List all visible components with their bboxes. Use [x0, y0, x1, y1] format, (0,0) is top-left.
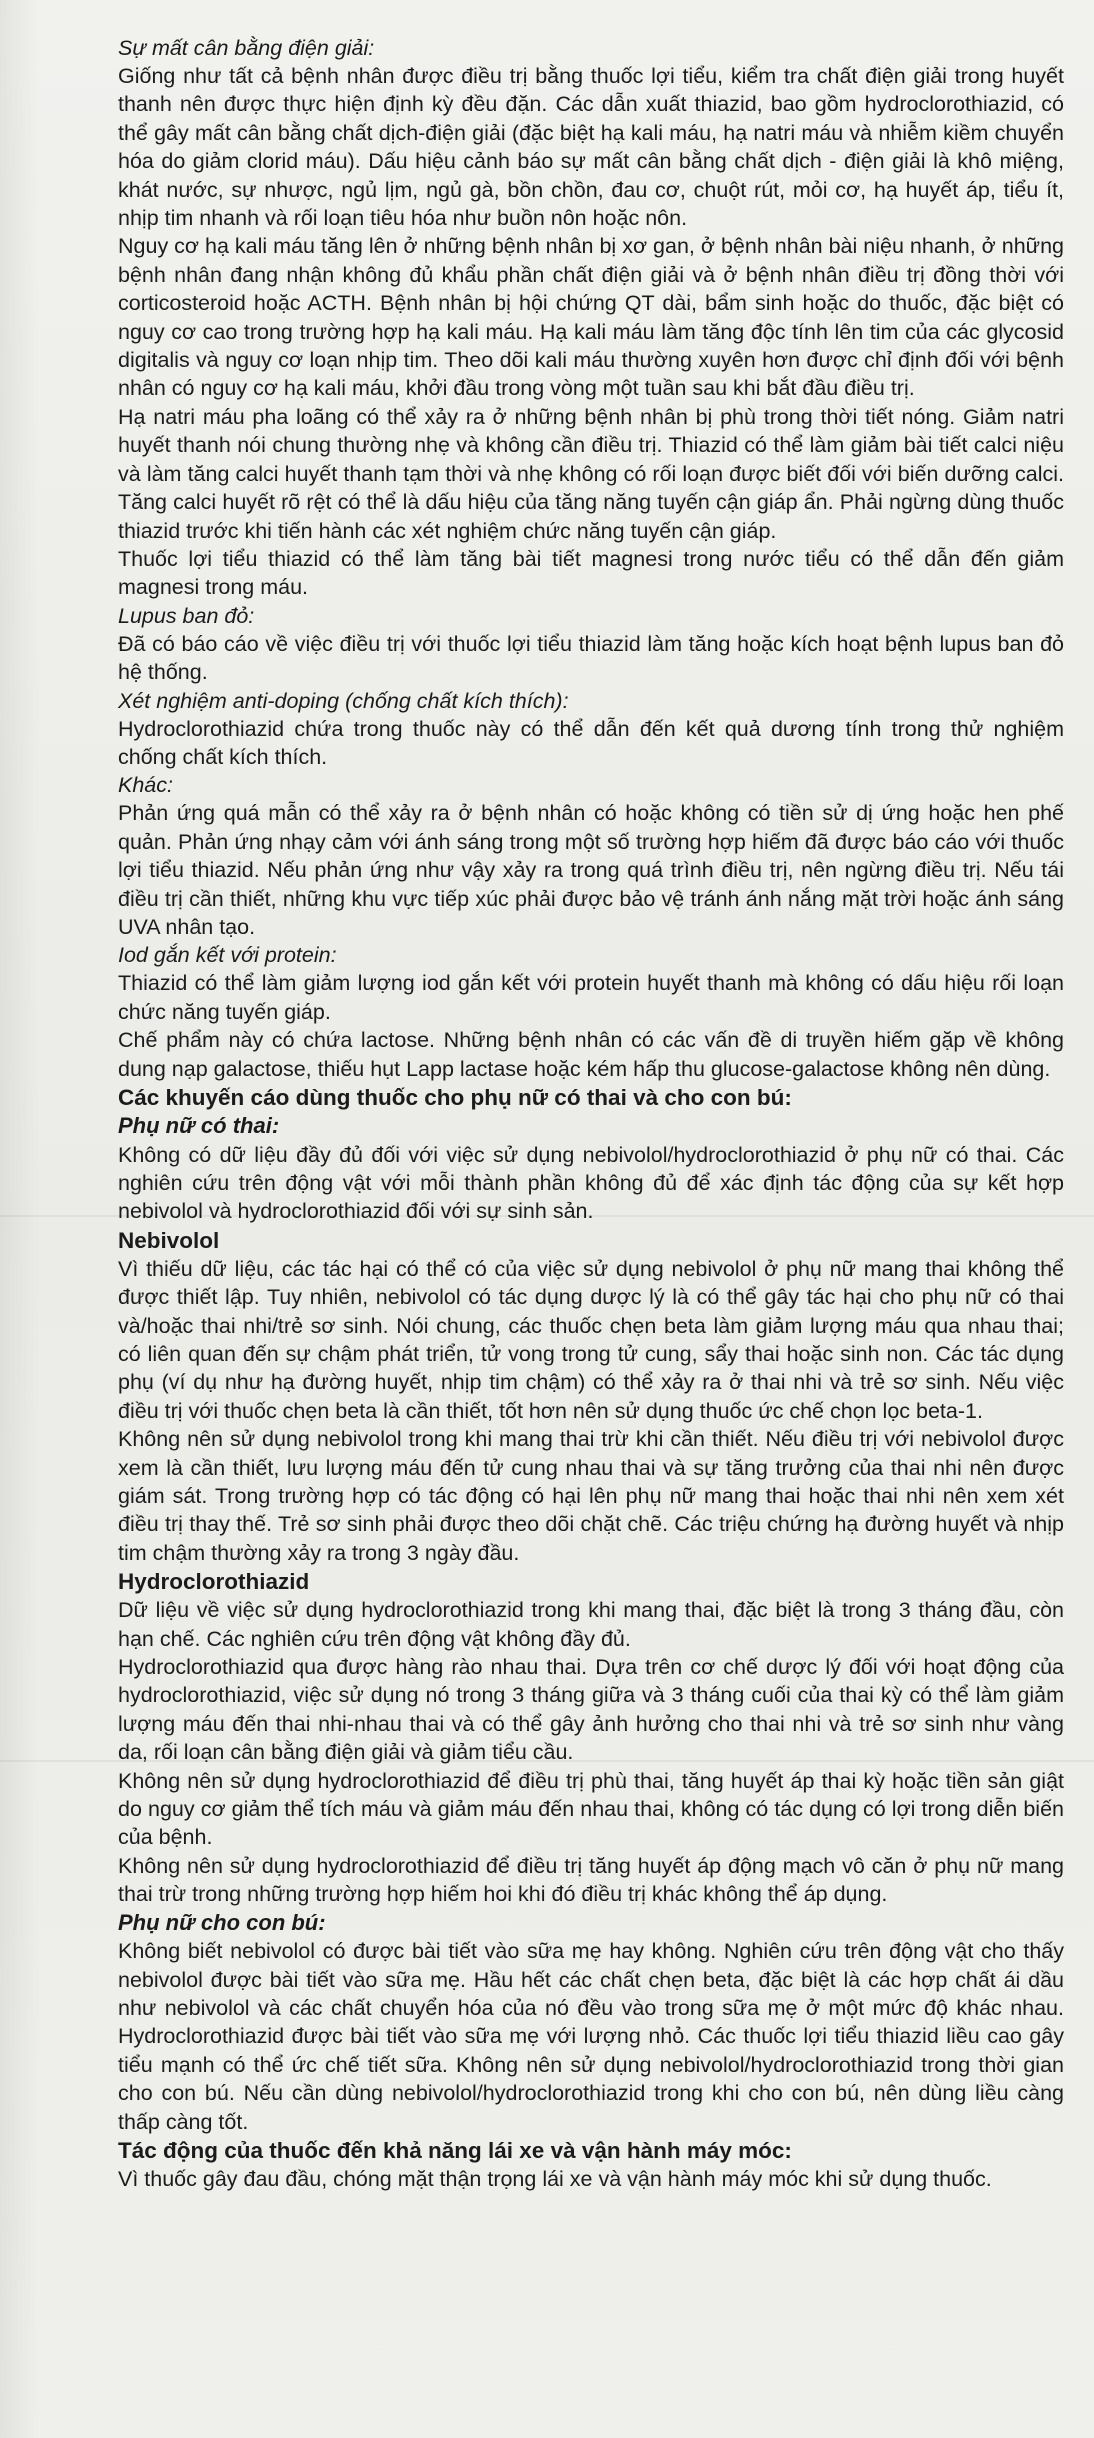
paragraph: Phản ứng quá mẫn có thể xảy ra ở bệnh nhân có hoặc không có tiền sử dị ứng hoặc hen phế quản. Phản ứng nhạy cảm với ánh sáng trong một số trường hợp hiếm đã được báo cáo với thuốc lợi tiểu thiazid. Nếu phản ứng như vậy xảy ra trong quá trình điều trị, nên ngừng điều trị. Nếu tái điều trị cần thiết, những khu vực tiếp xúc phải được bảo vệ tránh ánh nắng mặt trời hoặc ánh sáng UVA nhân tạo.: [118, 801, 1064, 939]
paragraph: Không nên sử dụng nebivolol trong khi mang thai trừ khi cần thiết. Nếu điều trị với nebivolol được xem là cần thiết, lưu lượng máu đến tử cung nhau thai và sự tăng trưởng của thai nhi nên được giám sát. Trong trường hợp có tác động có hại lên phụ nữ mang thai hoặc thai nhi nên xem xét điều trị thay thế. Trẻ sơ sinh phải được theo dõi chặt chẽ. Các triệu chứng hạ đường huyết và nhịp tim chậm thường xảy ra trong 3 ngày đầu.: [118, 1427, 1064, 1565]
section-electrolyte-imbalance: [118, 34, 1064, 602]
paragraph: Nguy cơ hạ kali máu tăng lên ở những bệnh nhân bị xơ gan, ở bệnh nhân bài niệu nhanh, ở những bệnh nhân đang nhận không đủ khẩu phần chất điện giải và ở bệnh nhân điều trị đồng thời với corticosteroid hoặc ACTH. Bệnh nhân bị hội chứng QT dài, bẩm sinh hoặc do thuốc, đặc biệt có nguy cơ cao trong trường hợp hạ kali máu. Hạ kali máu làm tăng độc tính lên tim của các glycosid digitalis và nguy cơ loạn nhịp tim. Theo dõi kali máu thường xuyên hơn được chỉ định đối với bệnh nhân có nguy cơ hạ kali máu, khởi đầu trong vòng một tuần sau khi bắt đầu điều trị.: [118, 234, 1064, 401]
paragraph: Không nên sử dụng hydroclorothiazid để điều trị tăng huyết áp động mạch vô căn ở phụ nữ mang thai trừ trong những trường hợp hiếm hoi khi đó điều trị khác không thể áp dụng.: [118, 1853, 1064, 1907]
paragraph: Chế phẩm này có chứa lactose. Những bệnh nhân có các vấn đề di truyền hiếm gặp về không dung nạp galactose, thiếu hụt Lapp lactase hoặc kém hấp thu glucose-galactose không nên dùng.: [118, 1028, 1064, 1081]
section-lupus: [118, 602, 1064, 687]
heading-hydrochlorothiazide: Hydroclorothiazid: [118, 1569, 310, 1595]
section-pregnancy-lactation: [118, 1083, 1064, 2136]
heading-other: Khác:: [118, 773, 173, 798]
heading-breastfeeding: Phụ nữ cho con bú:: [118, 1909, 326, 1935]
section-other: [118, 771, 1064, 941]
heading-pregnant-women: Phụ nữ có thai:: [118, 1113, 280, 1138]
heading-protein-bound-iodine: Iod gắn kết với protein:: [118, 943, 337, 968]
paragraph: Thuốc lợi tiểu thiazid có thể làm tăng bài tiết magnesi trong nước tiểu có thể dẫn đến giảm magnesi trong máu.: [118, 546, 1064, 600]
paper-fold-line: [0, 1215, 1094, 1217]
paragraph: Không có dữ liệu đầy đủ đối với việc sử dụng nebivolol/hydroclorothiazid ở phụ nữ có thai. Các nghiên cứu trên động vật với mỗi thành phần không đủ để xác định tác động của sự kết hợp nebivolol và hydroclorothiazid đối với sự sinh sản.: [118, 1142, 1064, 1224]
heading-driving-machinery: Tác động của thuốc đến khả năng lái xe và vận hành máy móc:: [118, 2138, 792, 2163]
section-protein-bound-iodine: [118, 941, 1064, 1083]
section-anti-doping: [118, 687, 1064, 772]
paper-fold-line: [0, 1760, 1094, 1762]
paragraph: Hạ natri máu pha loãng có thể xảy ra ở những bệnh nhân bị phù trong thời tiết nóng. Giảm natri huyết thanh nói chung thường nhẹ và không cần điều trị. Thiazid có thể làm giảm bài tiết calci niệu và làm tăng calci huyết thanh tạm thời và nhẹ không có rối loạn được biết đối với biến dưỡng calci. Tăng calci huyết rõ rệt có thể là dấu hiệu của tăng năng tuyến cận giáp ẩn. Phải ngừng dùng thuốc thiazid trước khi tiến hành các xét nghiệm chức năng tuyến cận giáp.: [118, 404, 1064, 543]
paragraph: Thiazid có thể làm giảm lượng iod gắn kết với protein huyết thanh mà không có dấu hiệu rối loạn chức năng tuyến giáp.: [118, 971, 1064, 1024]
paragraph: Dữ liệu về việc sử dụng hydroclorothiazid trong khi mang thai, đặc biệt là trong 3 tháng đầu, còn hạn chế. Các nghiên cứu trên động vật không đầy đủ.: [118, 1598, 1064, 1651]
paragraph: Vì thuốc gây đau đầu, chóng mặt thận trọng lái xe và vận hành máy móc khi sử dụng thuốc.: [118, 2167, 992, 2191]
paragraph: Hydroclorothiazid chứa trong thuốc này có thể dẫn đến kết quả dương tính trong thử nghiệm chống chất kích thích.: [118, 716, 1064, 769]
section-driving: [118, 2136, 1064, 2193]
paragraph: Không nên sử dụng hydroclorothiazid để điều trị phù thai, tăng huyết áp thai kỳ hoặc tiền sản giật do nguy cơ giảm thể tích máu và giảm máu đến nhau thai, không có tác dụng có lợi trong diễn biến của bệnh.: [118, 1768, 1064, 1850]
heading-pregnancy-lactation: Các khuyến cáo dùng thuốc cho phụ nữ có thai và cho con bú:: [118, 1085, 792, 1110]
paragraph: Không biết nebivolol có được bài tiết vào sữa mẹ hay không. Nghiên cứu trên động vật cho thấy nebivolol được bài tiết vào sữa mẹ. Hầu hết các chất chẹn beta, đặc biệt là các hợp chất ái dầu như nebivolol và các chất chuyển hóa của nó đều vào trong sữa mẹ ở một mức độ khác nhau. Hydroclorothiazid được bài tiết vào sữa mẹ với lượng nhỏ. Các thuốc lợi tiểu thiazid liều cao gây tiểu mạnh có thể ức chế tiết sữa. Không nên sử dụng nebivolol/hydroclorothiazid trong thời gian cho con bú. Nếu cần dùng nebivolol/hydroclorothiazid trong khi cho con bú, nên dùng liều càng thấp càng tốt.: [118, 1939, 1064, 2134]
heading-anti-doping: Xét nghiệm anti-doping (chống chất kích thích):: [118, 688, 569, 713]
paragraph: Đã có báo cáo về việc điều trị với thuốc lợi tiểu thiazid làm tăng hoặc kích hoạt bệnh lupus ban đỏ hệ thống.: [118, 631, 1064, 685]
paragraph: Vì thiếu dữ liệu, các tác hại có thể có của việc sử dụng nebivolol ở phụ nữ mang thai không thể được thiết lập. Tuy nhiên, nebivolol có tác dụng dược lý là có thể gây tác hại cho phụ nữ có thai và/hoặc thai nhi/trẻ sơ sinh. Nói chung, các thuốc chẹn beta làm giảm lượng máu qua nhau thai; có liên quan đến sự chậm phát triển, tử vong trong tử cung, sẩy thai hoặc sinh non. Các tác dụng phụ (ví dụ như hạ đường huyết, nhịp tim chậm) có thể xảy ra ở thai nhi và trẻ sơ sinh. Nếu việc điều trị với thuốc chẹn beta là cần thiết, tốt hơn nên sử dụng thuốc ức chế chọn lọc beta-1.: [118, 1256, 1064, 1423]
heading-lupus: Lupus ban đỏ:: [118, 603, 255, 628]
paragraph: Giống như tất cả bệnh nhân được điều trị bằng thuốc lợi tiểu, kiểm tra chất điện giải trong huyết thanh nên được thực hiện định kỳ đều đặn. Các dẫn xuất thiazid, bao gồm hydroclorothiazid, có thể gây mất cân bằng chất dịch-điện giải (đặc biệt hạ kali máu, hạ natri máu và nhiễm kiềm chuyển hóa do giảm clorid máu). Dấu hiệu cảnh báo sự mất cân bằng chất dịch - điện giải là khô miệng, khát nước, sự nhược, ngủ lịm, ngủ gà, bồn chồn, đau cơ, chuột rút, mỏi cơ, hạ huyết áp, tiểu ít, nhịp tim nhanh và rối loạn tiêu hóa như buồn nôn hoặc nôn.: [118, 64, 1064, 231]
paragraph: Hydroclorothiazid qua được hàng rào nhau thai. Dựa trên cơ chế dược lý đối với hoạt động của hydroclorothiazid, việc sử dụng nó trong 3 tháng giữa và 3 tháng cuối của thai kỳ có thể làm giảm lượng máu đến thai nhi-nhau thai và có thể gây ảnh hưởng cho thai nhi và trẻ sơ sinh như vàng da, rối loạn cân bằng điện giải và giảm tiểu cầu.: [118, 1655, 1064, 1765]
heading-nebivolol: Nebivolol: [118, 1227, 220, 1253]
heading-electrolyte-imbalance: Sự mất cân bằng điện giải:: [118, 36, 375, 60]
